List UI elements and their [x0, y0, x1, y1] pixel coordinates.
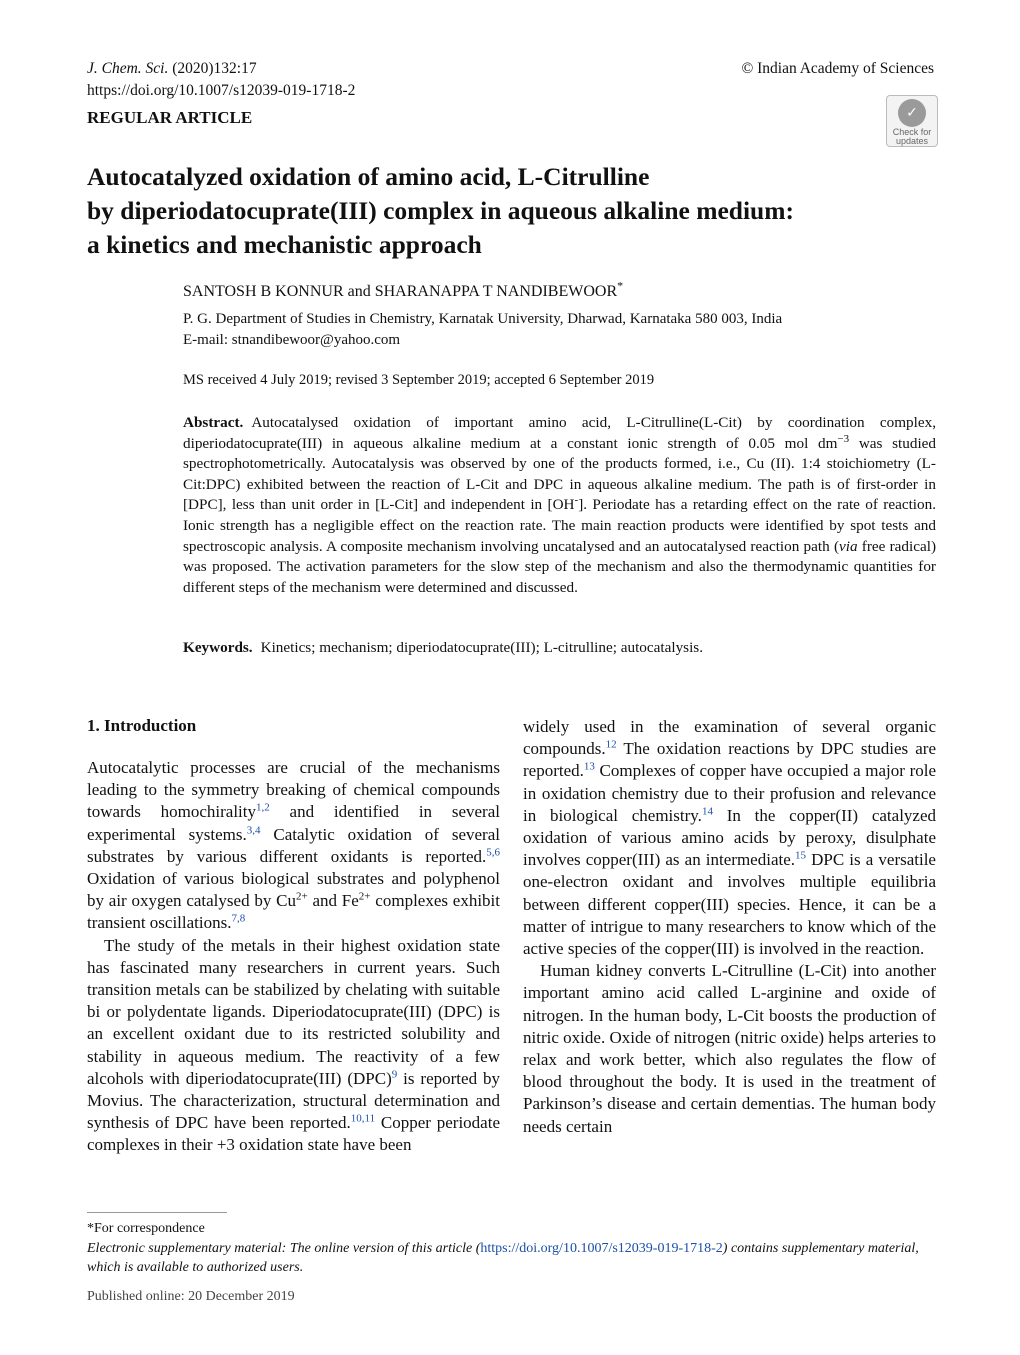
citation-ref[interactable]: 13	[583, 760, 595, 773]
badge-label	[893, 128, 932, 146]
author-email[interactable]: E-mail: stnandibewoor@yahoo.com	[183, 332, 401, 348]
journal-citation	[87, 58, 257, 80]
doi-link[interactable]: https://doi.org/10.1007/s12039-019-1718-2	[87, 82, 356, 99]
footnote-supplementary	[87, 1239, 937, 1277]
section-heading-introduction: 1. Introduction	[87, 716, 197, 735]
abstract	[183, 413, 936, 598]
title-line-2: by diperiodatocuprate(III) complex in aqueous alkaline medium:	[87, 196, 794, 225]
bookmark-icon: ✓	[898, 99, 926, 127]
article-title	[87, 160, 947, 262]
title-line-3: a kinetics and mechanistic approach	[87, 230, 482, 259]
supplementary-link[interactable]: https://doi.org/10.1007/s12039-019-1718-2	[480, 1241, 723, 1256]
right-column	[523, 716, 936, 1138]
intro-paragraph-2	[87, 935, 500, 1157]
text-run: ) contains supplementary material, which is available to authorized users.	[87, 1241, 919, 1275]
affiliation-block	[183, 309, 782, 351]
text-run: Complexes of copper have occupied a major role in oxidation chemistry due to their profusion and relevance in biological chemistry.	[523, 761, 936, 825]
text-run: widely used in the examination of several organic compounds.	[523, 717, 936, 759]
text-run: DPC is a versatile one-electron oxidant and involves multiple equilibria between different copper(III) species. Hence, it can be a matter of intrigue to many researchers to know which of the active species of the copper(III) is involved in the reaction.	[523, 850, 936, 959]
charge-sup: 2+	[295, 890, 308, 903]
text-run: Copper periodate complexes in their +3 oxidation state have been	[87, 1113, 501, 1155]
citation-ref[interactable]: 14	[701, 805, 713, 818]
abstract-via: via	[839, 537, 858, 555]
text-run: Oxidation of various biological substrates and polyphenol by air oxygen catalysed by Cu	[87, 869, 500, 911]
text-run: Electronic supplementary material: The online version of this article (	[87, 1241, 481, 1256]
citation-ref[interactable]: 3,4	[246, 823, 261, 836]
journal-volume: (2020)132:17	[172, 60, 257, 77]
abstract-sup-2: -	[574, 494, 579, 507]
journal-abbr: J. Chem. Sci.	[87, 60, 169, 77]
text-run: Catalytic oxidation of several substrates by various different oxidants is reported.	[87, 824, 500, 866]
charge-sup: 2+	[358, 890, 371, 903]
citation-ref[interactable]: 9	[391, 1068, 398, 1081]
keywords-text: Kinetics; mechanism; diperiodatocuprate(III); L-citrulline; autocatalysis.	[260, 639, 703, 656]
text-run: The study of the metals in their highest oxidation state has fascinated many researchers in current years. Such transition metals can be stabilized by chelating with suitable bi or polydentate ligands. Diperiodatocuprate(III) (DPC) is an excellent oxidant due to its restricted solubility and stability in aqueous medium. The reactivity of a few alcohols with diperiodatocuprate(III) (DPC)	[87, 935, 500, 1088]
citation-ref[interactable]: 7,8	[231, 912, 246, 925]
citation-ref[interactable]: 10,11	[350, 1112, 376, 1125]
title-line-1: Autocatalyzed oxidation of amino acid, L-Citrulline	[87, 162, 650, 191]
abstract-text-3: ]. Periodate has a retarding effect on the rate of reaction. Ionic strength has a negligible effect on the reaction rate. The main reaction products were identified by spot tests and spectroscopic analysis. A composite mechanism involving uncatalysed and an autocatalysed reaction path (	[183, 496, 936, 555]
abstract-label: Abstract.	[183, 414, 244, 431]
text-run: and identified in several experimental systems.	[87, 802, 500, 844]
author-list	[183, 278, 624, 301]
published-date: Published online: 20 December 2019	[87, 1289, 295, 1304]
intro-paragraph-3: Human kidney converts L-Citrulline (L-Cit) into another important amino acid called L-arginine and oxide of nitrogen. In the human body, L-Cit boosts the production of nitric oxide. Oxide of nitrogen (nitric oxide) helps arteries to relax and work better, which also regulates the flow of blood throughout the body. It is used in the treatment of Parkinson’s disease and certain dementias. The human body needs certain	[523, 961, 936, 1136]
text-run: Autocatalytic processes are crucial of the mechanisms leading to the symmetry breaking of chemical compounds towards homochirality	[87, 758, 500, 822]
abstract-text-2: was studied spectrophotometrically. Autocatalysis was observed by one of the products formed, i.e., Cu (II). 1:4 stoichiometry (L-Cit:DPC) exhibited between the reaction of L-Cit and DPC in aqueous alkaline medium. The path is of first-order in [DPC], less than unit order in [L-Cit] and independent in [OH	[183, 434, 936, 514]
affiliation: P. G. Department of Studies in Chemistry, Karnatak University, Dharwad, Karnataka 580 003, India	[183, 311, 783, 327]
text-run: complexes exhibit transient oscillations.	[87, 891, 500, 933]
text-run: In the copper(II) catalyzed oxidation of various amino acids by peroxy, disulphate involves copper(III) as an intermediate.	[523, 805, 937, 870]
author-names: SANTOSH B KONNUR and SHARANAPPA T NANDIBEWOOR	[183, 283, 618, 300]
footnote-correspondence: *For correspondence	[87, 1221, 205, 1236]
check-for-updates-badge[interactable]	[886, 95, 938, 147]
intro-paragraph-2-cont	[523, 716, 936, 960]
citation-ref[interactable]: 5,6	[486, 846, 500, 859]
citation-ref[interactable]: 12	[605, 738, 617, 751]
text-run: and Fe	[307, 891, 359, 911]
badge-line-1: Check for	[892, 127, 932, 137]
publisher-notice: © Indian Academy of Sciences	[741, 60, 934, 77]
left-column	[87, 757, 500, 1157]
keywords-label: Keywords.	[183, 639, 253, 656]
text-run: is reported by Movius. The characterization, structural determination and synthesis of DPC have been reported.	[87, 1068, 500, 1133]
article-type: REGULAR ARTICLE	[87, 108, 253, 127]
citation-ref[interactable]: 15	[795, 849, 807, 862]
abstract-text-4: free radical) was proposed. The activation parameters for the slow step of the mechanism and also the thermodynamic quantities for different steps of the mechanism were determined and discussed.	[183, 537, 936, 596]
abstract-sup-1: −3	[837, 432, 850, 445]
intro-paragraph-1	[87, 757, 500, 935]
correspondence-mark: *	[617, 278, 624, 293]
abstract-text-1: Autocatalysed oxidation of important amino acid, L-Citrulline(L-Cit) by coordination complex, diperiodatocuprate(III) in aqueous alkaline medium at a constant ionic strength of 0.05 mol dm	[183, 414, 936, 452]
received-dates: MS received 4 July 2019; revised 3 September 2019; accepted 6 September 2019	[183, 372, 655, 388]
text-run: The oxidation reactions by DPC studies are reported.	[523, 739, 936, 781]
badge-line-2: updates	[895, 136, 928, 146]
keywords	[183, 639, 703, 657]
citation-ref[interactable]: 1,2	[256, 801, 270, 814]
footnote-divider	[87, 1212, 227, 1213]
